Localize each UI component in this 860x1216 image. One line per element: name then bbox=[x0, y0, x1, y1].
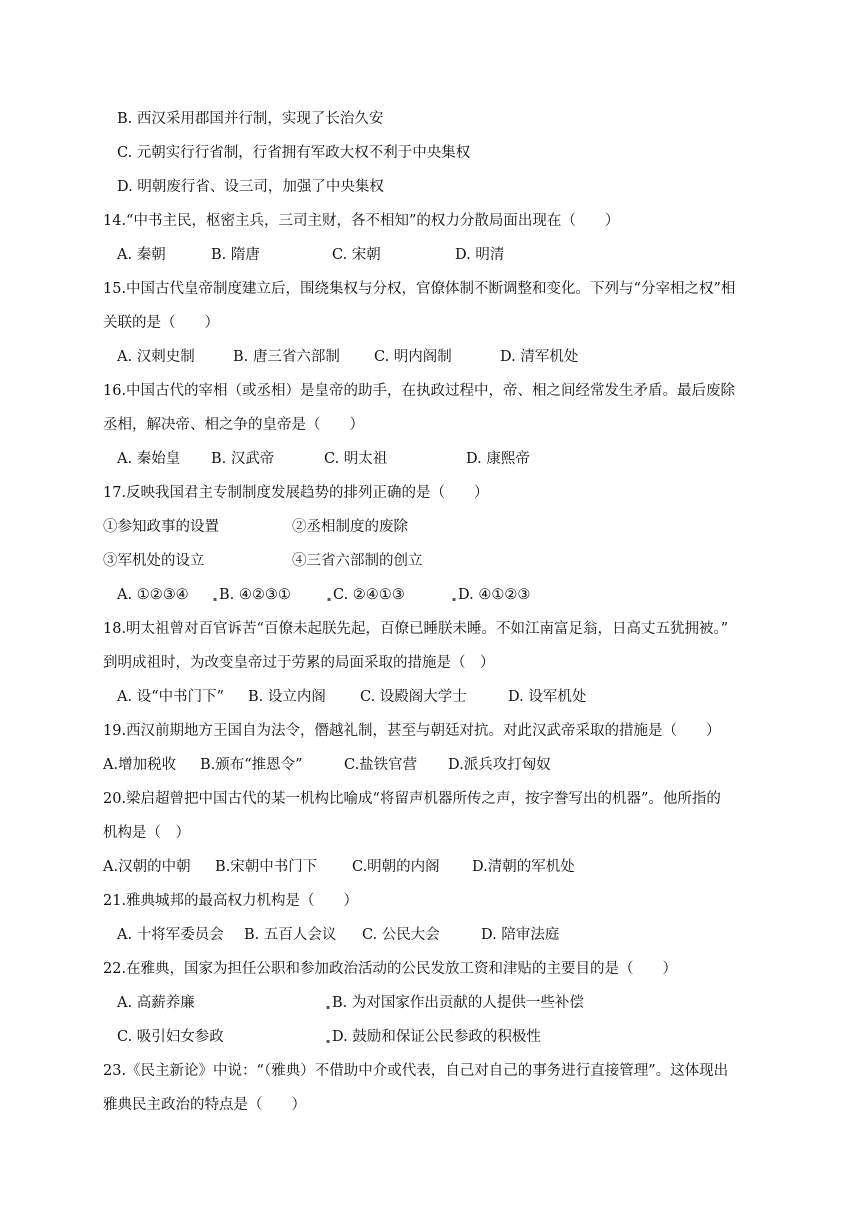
question-18-option-d: D. 设军机处 bbox=[508, 689, 587, 705]
question-14-option-c: C. 宋朝 bbox=[332, 247, 381, 263]
question-15-option-b: B. 唐三省六部制 bbox=[233, 349, 340, 365]
question-21-option-c: C. 公民大会 bbox=[362, 927, 440, 943]
question-17-option-c: C. ②④①③ bbox=[333, 587, 405, 603]
question-22-stem: 22.在雅典，国家为担任公职和参加政治活动的公民发放工资和津贴的主要目的是（ ） bbox=[103, 961, 678, 977]
question-20-option-a: A.汉朝的中朝 bbox=[103, 859, 191, 875]
question-21-option-a: A. 十将军委员会 bbox=[117, 927, 224, 943]
anchor-mark: ▪ bbox=[326, 1038, 331, 1045]
question-22-option-b: B. 为对国家作出贡献的人提供一些补偿 bbox=[332, 995, 584, 1011]
question-15-option-d: D. 清军机处 bbox=[500, 349, 579, 365]
question-19-stem: 19.西汉前期地方王国自为法令，僭越礼制，甚至与朝廷对抗。对此汉武帝采取的措施是（ ） bbox=[103, 723, 721, 739]
anchor-mark: ▪ bbox=[452, 596, 457, 603]
anchor-mark: ▪ bbox=[213, 596, 218, 603]
question-16-stem-line-1: 16.中国古代的宰相（或丞相）是皇帝的助手，在执政过程中，帝、相之间经常发生矛盾。最后废除 bbox=[103, 383, 736, 399]
question-14-option-a: A. 秦朝 bbox=[117, 247, 166, 263]
question-17-stem: 17.反映我国君主专制制度发展趋势的排列正确的是（ ） bbox=[103, 485, 489, 501]
question-20-stem-line-2: 机构是（ ） bbox=[103, 825, 190, 841]
question-18-stem-line-1: 18.明太祖曾对百官诉苦“百僚未起朕先起，百僚已睡朕未睡。不如江南富足翁，日高丈五犹拥被。” bbox=[103, 621, 729, 637]
question-22-option-c: C. 吸引妇女参政 bbox=[117, 1029, 224, 1045]
question-17-option-a: A. ①②③④ bbox=[117, 587, 189, 603]
question-21-stem: 21.雅典城邦的最高权力机构是（ ） bbox=[103, 893, 359, 909]
question-15-stem-line-2: 关联的是（ ） bbox=[103, 315, 219, 331]
question-13-option-b: B. 西汉采用郡国并行制，实现了长治久安 bbox=[117, 111, 384, 127]
question-20-option-c: C.明朝的内阁 bbox=[352, 859, 440, 875]
question-15-option-a: A. 汉刺史制 bbox=[117, 349, 195, 365]
question-15-stem-line-1: 15.中国古代皇帝制度建立后，围绕集权与分权，官僚体制不断调整和变化。下列与“分宰相之权”相 bbox=[103, 281, 736, 297]
question-20-stem-line-1: 20.梁启超曾把中国古代的某一机构比喻成“将留声机器所传之声，按字誊写出的机器”。他所指的 bbox=[103, 791, 721, 807]
question-22-option-d: D. 鼓励和保证公民参政的积极性 bbox=[332, 1029, 541, 1045]
question-13-option-d: D. 明朝废行省、设三司，加强了中央集权 bbox=[117, 179, 384, 195]
question-17-item-1: ①参知政事的设置 bbox=[103, 519, 219, 535]
anchor-mark: ▪ bbox=[327, 596, 332, 603]
question-19-option-d: D.派兵攻打匈奴 bbox=[448, 757, 551, 773]
anchor-mark: ▪ bbox=[326, 1004, 331, 1011]
question-17-option-d: D. ④①②③ bbox=[458, 587, 531, 603]
question-21-option-b: B. 五百人会议 bbox=[244, 927, 337, 943]
question-16-option-b: B. 汉武帝 bbox=[211, 451, 275, 467]
question-23-stem-line-1: 23.《民主新论》中说：“（雅典）不借助中介或代表，自己对自己的事务进行直接管理”。这体现出 bbox=[103, 1063, 729, 1079]
question-17-item-2: ②丞相制度的废除 bbox=[292, 519, 408, 535]
question-18-option-a: A. 设“中书门下” bbox=[117, 689, 225, 705]
question-16-option-a: A. 秦始皇 bbox=[117, 451, 181, 467]
question-15-option-c: C. 明内阁制 bbox=[374, 349, 452, 365]
question-18-stem-line-2: 到明成祖时，为改变皇帝过于劳累的局面采取的措施是（ ） bbox=[103, 655, 495, 671]
question-19-option-c: C.盐铁官营 bbox=[344, 757, 418, 773]
question-20-option-d: D.清朝的军机处 bbox=[472, 859, 575, 875]
question-17-item-3: ③军机处的设立 bbox=[103, 553, 205, 569]
question-20-option-b: B.宋朝中书门下 bbox=[215, 859, 318, 875]
question-19-option-b: B.颁布“推恩令” bbox=[200, 757, 303, 773]
question-21-option-d: D. 陪审法庭 bbox=[481, 927, 560, 943]
question-14-option-b: B. 隋唐 bbox=[211, 247, 260, 263]
question-17-item-4: ④三省六部制的创立 bbox=[292, 553, 423, 569]
question-19-option-a: A.增加税收 bbox=[103, 757, 177, 773]
question-16-option-d: D. 康熙帝 bbox=[466, 451, 530, 467]
question-23-stem-line-2: 雅典民主政治的特点是（ ） bbox=[103, 1097, 306, 1113]
question-17-option-b: B. ④②③① bbox=[219, 587, 291, 603]
question-16-stem-line-2: 丞相，解决帝、相之争的皇帝是（ ） bbox=[103, 417, 364, 433]
question-14-option-d: D. 明清 bbox=[455, 247, 505, 263]
question-13-option-c: C. 元朝实行行省制，行省拥有军政大权不利于中央集权 bbox=[117, 145, 471, 161]
question-14-stem: 14.“中书主民，枢密主兵，三司主财，各不相知”的权力分散局面出现在（ ） bbox=[103, 213, 620, 229]
question-18-option-b: B. 设立内阁 bbox=[248, 689, 326, 705]
question-16-option-c: C. 明太祖 bbox=[324, 451, 388, 467]
question-22-option-a: A. 高薪养廉 bbox=[117, 995, 195, 1011]
question-18-option-c: C. 设殿阁大学士 bbox=[360, 689, 467, 705]
